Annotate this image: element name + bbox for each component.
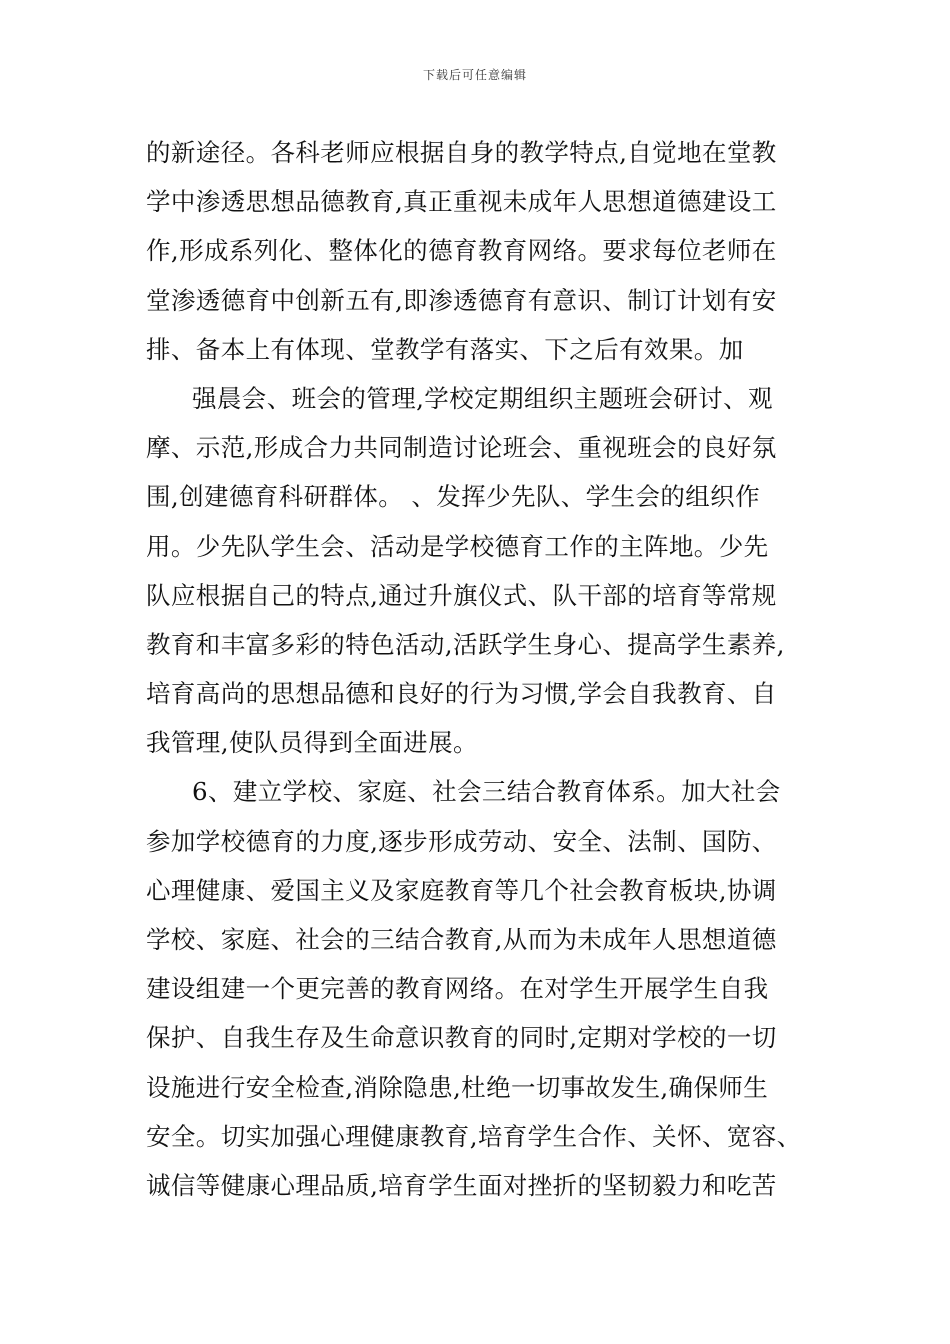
text-line: 建设组建一个更完善的教育网络。在对学生开展学生自我 bbox=[146, 974, 769, 1004]
text-line: 6、建立学校、家庭、社会三结合教育体系。加大社会 bbox=[192, 777, 781, 807]
text-line: 强晨会、班会的管理,学校定期组织主题班会研讨、观 bbox=[192, 383, 773, 413]
text-line: 安全。切实加强心理健康教育,培育学生合作、关怀、宽容、 bbox=[146, 1121, 802, 1151]
text-line: 诚信等健康心理品质,培育学生面对挫折的坚韧毅力和吃苦 bbox=[146, 1170, 777, 1200]
text-line: 堂渗透德育中创新五有,即渗透德育有意识、制订计划有安 bbox=[146, 285, 777, 315]
text-line: 培育高尚的思想品德和良好的行为习惯,学会自我教育、自 bbox=[146, 679, 777, 709]
text-line: 队应根据自己的特点,通过升旗仪式、队干部的培育等常规 bbox=[146, 580, 777, 610]
text-line: 作,形成系列化、整体化的德育教育网络。要求每位老师在 bbox=[146, 236, 777, 266]
text-line: 的新途径。各科老师应根据自身的教学特点,自觉地在堂教 bbox=[146, 138, 777, 167]
text-line: 教育和丰富多彩的特色活动,活跃学生身心、提高学生素养, bbox=[146, 629, 785, 659]
text-line: 保护、自我生存及生命意识教育的同时,定期对学校的一切 bbox=[146, 1023, 777, 1053]
text-line: 我管理,使队员得到全面进展。 bbox=[146, 728, 478, 758]
text-line: 参加学校德育的力度,逐步形成劳动、安全、法制、国防、 bbox=[146, 826, 777, 856]
text-line: 心理健康、爱国主义及家庭教育等几个社会教育板块,协调 bbox=[146, 875, 777, 905]
text-line: 学中渗透思想品德教育,真正重视未成年人思想道德建设工 bbox=[146, 187, 777, 217]
page-header: 下载后可任意编辑 bbox=[422, 68, 527, 82]
text-line: 用。少先队学生会、活动是学校德育工作的主阵地。少先 bbox=[146, 531, 769, 561]
text-line: 学校、家庭、社会的三结合教育,从而为未成年人思想道德 bbox=[146, 925, 777, 954]
text-line: 围,创建德育科研群体。 、发挥少先队、学生会的组织作 bbox=[146, 482, 760, 512]
body-text bbox=[146, 128, 836, 1210]
text-line: 摩、示范,形成合力共同制造讨论班会、重视班会的良好氛 bbox=[146, 433, 777, 463]
text-line: 排、备本上有体现、堂教学有落实、下之后有效果。加 bbox=[146, 334, 744, 364]
text-line: 设施进行安全检查,消除隐患,杜绝一切事故发生,确保师生 bbox=[146, 1072, 769, 1102]
